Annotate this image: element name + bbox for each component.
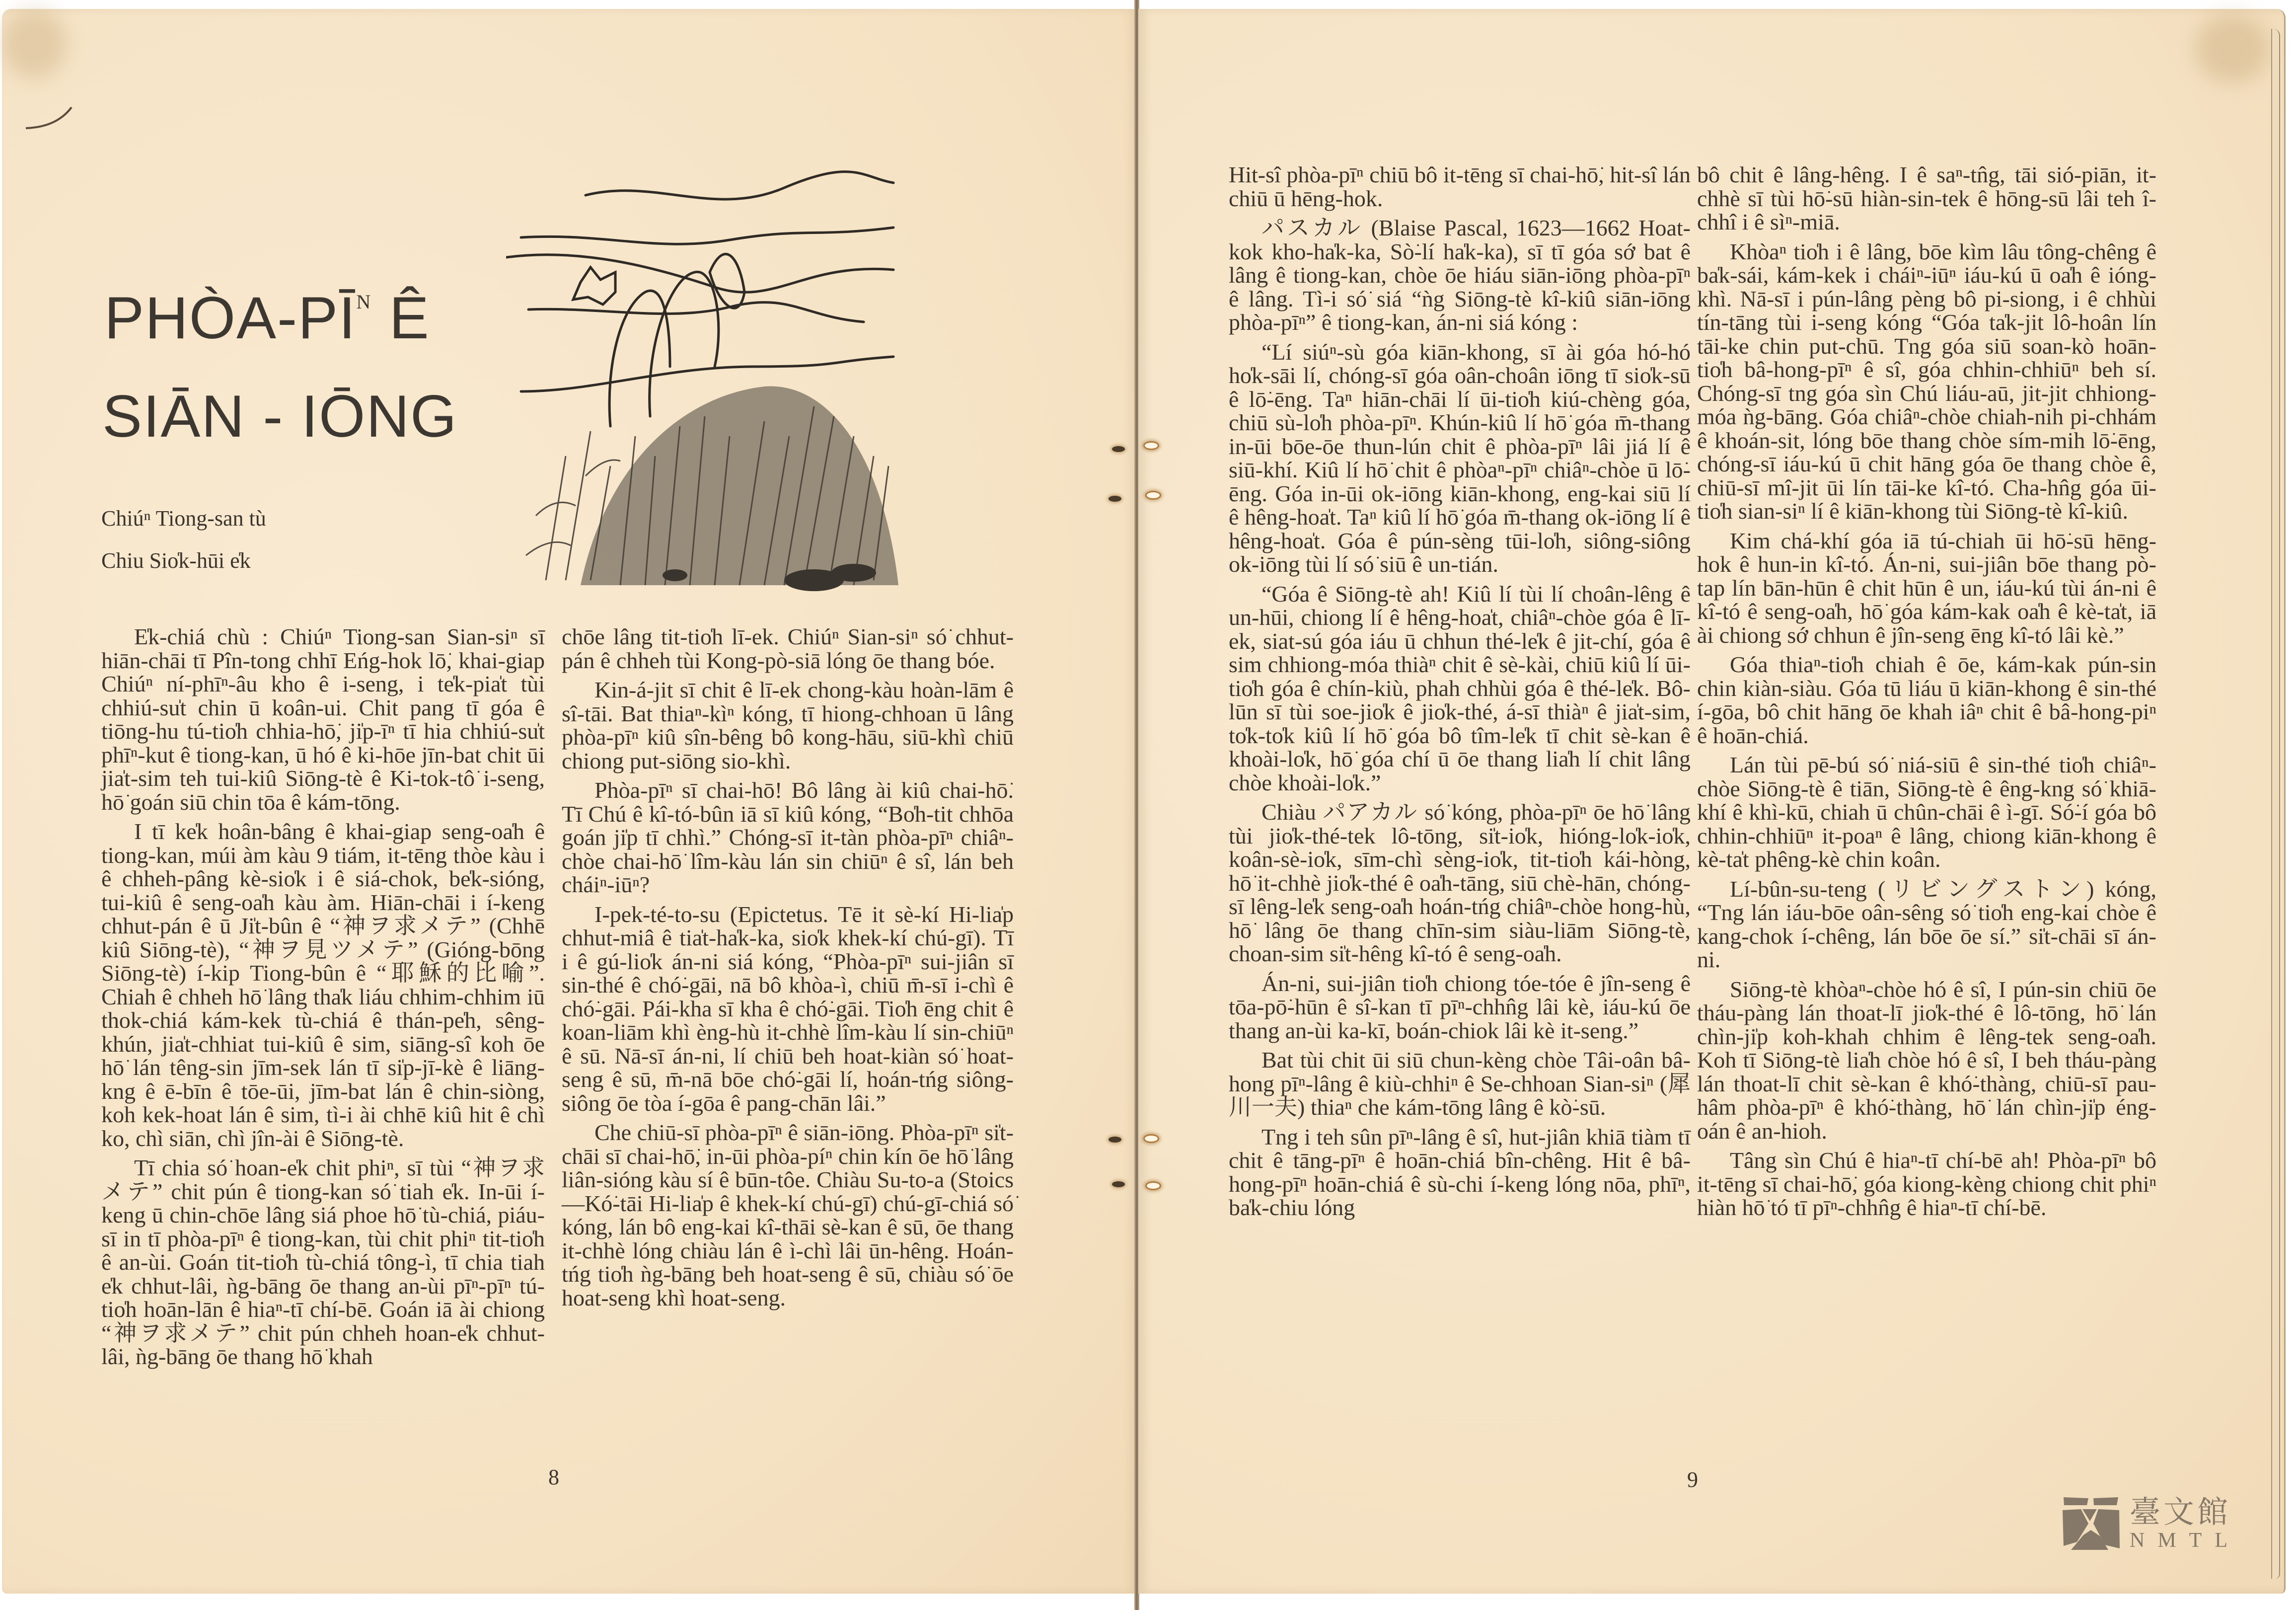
article-title-line2: SIĀN - IŌNG (102, 383, 458, 450)
paragraph: bô chit ê lâng-hêng. I ê saⁿ-tn̂g, tāi sió-piān, it-chhè sī tùi hō͘-sū hiàn-sin-tek ê hōng-sū lâi teh î-chhî i ê sìⁿ-miā. (1697, 162, 2156, 234)
nmtl-logo-icon (2061, 1496, 2121, 1551)
paragraph: Góa thiaⁿ-tio̍h chiah ê ōe, kám-kak pún-sin chin kiàn-siàu. Góa tū liáu ū kiān-khong ê sin-thé í-gōa, bô chit hāng ōe khah iâⁿ chit ê bâ-hong-piⁿ ê hoān-chiá. (1697, 652, 2156, 748)
paragraph: Kim chá-khí góa iā tú-chiah ūi hō͘-sū hēng-hok ê hun-in kî-tó. Án-ni, sui-jiân bōe thang pò-tap lín bān-hūn ê chit hūn ê un, iáu-kú tùi án-ni ê kî-tó ê seng-oa̍h, hō͘ góa kám-kak oa̍h ê kè-ta̍t, iā ài chiong sớ chhun ê jîn-seng ēng kî-tó lâi kè.” (1697, 528, 2156, 648)
staple-hole (1145, 1181, 1161, 1190)
byline-author: Chiúⁿ Tiong-san tù (101, 506, 266, 531)
right-column-2 (1697, 163, 2156, 1226)
staple-hole (1109, 496, 1121, 502)
pencil-mark (22, 103, 76, 133)
staple-hole (1145, 491, 1161, 500)
staple-hole (1143, 1134, 1159, 1143)
sky-line (521, 357, 893, 391)
paragraph: Hit-sî phòa-pīⁿ chiū bô it-tēng sī chai-hō͘, hit-sî lán chiū ū hēng-hok. (1229, 162, 1691, 211)
paragraph: Kin-á-jit sī chit ê lī-ek chong-kàu hoàn-lām ê sî-tāi. Bat thiaⁿ-kìⁿ kóng, tī hiong-chhoan ū lâng phòa-pīⁿ kiû sîn-bêng bô kong-hāu, siū-khì chiū chiong put-siōng sio-khì. (562, 677, 1014, 773)
paragraph: Bat tùi chit ūi siū chun-kèng chòe Tâi-oân bâ-hong pīⁿ-lâng ê kiù-chhiⁿ ê Se-chhoan Sian-siⁿ (犀川一夫) thiaⁿ che kám-tōng lâng ê kò͘-sū. (1229, 1047, 1691, 1120)
page-edge (2271, 29, 2280, 1579)
paragraph: “Góa ê Siōng-tè ah! Kiû lí tùi lí choân-lêng ê un-hūi, chiong lí ê hêng-hoa̍t, chiâⁿ-chòe góa ê lī-ek, siat-sú góa iáu ū chhun thé-le̍k ê jit-chí, góa ê sim chhiong-móa thiàⁿ chit ê sè-kài, chiū kiû lí ūi-tio̍h góa ê chín-kiù, phah chhùi góa ê thé-le̍k. Bô-lūn sī tùi soe-jio̍k ê jio̍k-thé, á-sī thiàⁿ ê jia̍t-sim, to̍k-to̍k kiû lí hō͘ góa bô tîm-le̍k tī chit sè-kan ê khoài-lo̍k, hō͘ góa chí ū ōe thang lia̍h lí chit lâng chòe khoài-lo̍k.” (1229, 581, 1691, 795)
paragraph: Tī chia só͘ hoan-e̍k chit phiⁿ, sī tùi “神ヲ求メテ” chit pún ê tiong-kan só͘ tiah e̍k. In-ūi í-keng ū chin-chōe lâng siá phoe hō͘ tù-chiá, piáu-sī in tī phòa-pīⁿ ê tiong-kan, tùi chit phiⁿ tit-tio̍h ê an-ùi. Goán tit-tio̍h tù-chiá tông-ì, tī chia tiah e̍k chhut-lâi, ǹg-bāng ōe thang an-ùi pīⁿ-pīⁿ tú-tio̍h hoān-lān ê hiaⁿ-tī chí-bē. Goán iā ài chiong “神ヲ求メテ” chit pún chheh hoan-e̍k chhut-lâi, ǹg-bāng ōe thang hō͘ khah (101, 1155, 545, 1369)
paragraph: Chiàu パアカル só͘ kóng, phòa-pīⁿ ōe hō͘ lâng tùi jio̍k-thé-tek lô-tōng, si̍t-io̍k, hióng-lo̍k-io̍k, koân-sè-io̍k, sīm-chì sèng-io̍k, tit-tio̍h kái-hòng, hō͘ it-chhè jio̍k-thé ê oa̍h-tāng, siū chè-hān, chóng-sī lêng-le̍k seng-oa̍h hoán-tńg chiâⁿ-chòe hong-hù, hō͘ lâng ōe thang chīn-sim siàu-liām Siōng-tè, choan-sim si̍t-hêng kî-tó ê seng-oa̍h. (1229, 799, 1691, 966)
byline-translator: Chiu Sio̍k-hūi e̍k (101, 548, 251, 573)
paragraph: “Lí siúⁿ-sù góa kiān-khong, sī ài góa hó-hó ho̍k-sāi lí, chóng-sī góa oân-choân iōng tī sio̍k-sū ê lō͘-ēng. Taⁿ hiān-chāi lí ūi-tio̍h kiú-chèng góa, chiū sù-lo̍h phòa-pīⁿ. Khún-kiû lí hō͘ góa m̄-thang in-ūi bōe-ōe thun-lún chit ê phòa-pīⁿ lâi jiá lí ê siū-khí. Kiû lí hō͘ chit ê phòaⁿ-pīⁿ chiâⁿ-chòe ū lō͘-ēng. Góa in-ūi ok-iōng kiān-khong, eng-kai siū lí ê hêng-hoa̍t. Taⁿ kiû lí hō͘ góa m̄-thang ok-iōng lí ê hêng-hoa̍t. Góa ê pún-sèng tūi-lo̍h, siông-siông ok-iōng tùi lí só͘ siū ê un-tián. (1229, 339, 1691, 577)
paragraph: Tng i teh sûn pīⁿ-lâng ê sî, hut-jiân khiā tiàm tī chit ê tāng-pīⁿ ê hoān-chiá bîn-chêng. Hit ê bâ-hong-pīⁿ hoān-chiá ê sù-chi í-keng lóng nōa, phīⁿ, ba̍k-chiu lóng (1229, 1124, 1691, 1220)
left-page (2, 9, 1136, 1594)
paragraph: Lí-bûn-su-teng (リビングストン) kóng, “Tng lán iáu-bōe oân-sêng só͘ tio̍h eng-kai chòe ê kang-chok í-chêng, lán bōe ōe sí.” si̍t-chāi sī án-ni. (1697, 876, 2156, 972)
flower-stem (650, 272, 719, 416)
sky-line (528, 303, 864, 322)
paragraph: Che chiū-sī phòa-pīⁿ ê siān-iōng. Phòa-pīⁿ si̍t-chāi sī chai-hō͘, in-ūi phòa-píⁿ chin kín ōe hō͘ lâng liân-sióng kàu sí ê būn-tôe. Chiàu Su-to-a (Stoics—Kó͘-tāi Hi-lia̍p ê khek-kí chú-gī) chú-gī-chiá só͘ kóng, lán bô eng-kai kî-thāi sè-kan ê sū, ōe thang it-chhè lóng chiàu lán ê ì-chì lâi ūn-hêng. Hoán-tńg tio̍h ǹg-bāng beh hoat-seng ê sū, chiàu só͘ ōe hoat-seng khì hoat-seng. (562, 1120, 1014, 1310)
article-title-line1: PHÒA-$PĪ^N$ Ê (104, 285, 430, 351)
staple-hole (1112, 446, 1125, 452)
nmtl-watermark (2061, 1495, 2240, 1552)
paragraph: Phòa-pīⁿ sī chai-hō͘! Bô lâng ài kiû chai-hō͘. Tī Chú ê kî-tó-bûn iā sī kiû kóng, “Bo̍h-tit chhōa goán ji̍p tī chhì.” Chóng-sī it-tàn phòa-pīⁿ chiâⁿ-chòe chai-hō͘ lîm-kàu lán sin chiūⁿ ê sî, lán beh cháiⁿ-iūⁿ? (562, 777, 1014, 897)
paragraph: パスカル (Blaise Pascal, 1623—1662 Hoat-kok kho-ha̍k-ka, Sò͘-lí ha̍k-ka), sī tī góa sớ bat ê lâng ê tiong-kan, chòe ōe hiáu siān-iōng phòa-pīⁿ ê lâng. Tì-i só͘ siá “ǹg Siōng-tè kî-kiû siān-iōng phòa-pīⁿ” ê tiong-kan, án-ni siá kóng : (1229, 215, 1691, 335)
right-column-1 (1229, 163, 1691, 1226)
left-column-2 (562, 625, 1014, 1315)
paragraph: Siōng-tè khòaⁿ-chòe hó ê sî, I pún-sin chiū ōe tháu-pàng lán thoat-lī jio̍k-thé ê lô-tōng, hō͘ lán chìn-ji̍p koh-khah chhim ê lêng-tek seng-oa̍h. Koh tī Siōng-tè lia̍h chòe hó ê sî, I beh tháu-pàng lán thoat-lī chit sè-kan ê khó͘-thàng, chiū-sī pau-hâm phòa-pīⁿ ê khó͘-thàng, hō͘ lán chìn-ji̍p éng-oán ê an-hioh. (1697, 976, 2156, 1144)
sky-line (586, 172, 893, 199)
staple-hole (1112, 1181, 1125, 1187)
sky-line (521, 228, 893, 244)
page-number: 9 (1687, 1467, 1698, 1492)
page-number: 8 (548, 1465, 559, 1489)
paragraph: Lán tùi pē-bú só͘ niá-siū ê sin-thé tio̍h chiâⁿ-chòe Siōng-tè ê tiān, Siōng-tè ê êng-kng só͘ khiā-khí ê khì-kū, chiah ū chûn-chāi ê ì-gī. Só͘-í góa bô chhin-chhiūⁿ it-poaⁿ ê lâng, chiong kiān-khong ê kè-ta̍t phêng-kè chin koân. (1697, 752, 2156, 872)
paragraph: Án-ni, sui-jiân tio̍h chiong tóe-tóe ê jîn-seng ê tōa-pō͘-hūn ê sî-kan tī pīⁿ-chhn̂g lâi kè, iáu-kú ōe thang an-ùi ka-kī, boán-chiok lâi kè it-seng.” (1229, 970, 1691, 1043)
water-stain (2195, 14, 2269, 83)
logo-english: NMTL (2130, 1529, 2240, 1552)
right-page (1138, 9, 2286, 1594)
paragraph: I-pek-té-to-su (Epictetus. Tē it sè-kí Hi-lia̍p chhut-miâ ê tia̍t-ha̍k-ka, sio̍k khek-kí chú-gī). Tī i ê gú-lio̍k án-ni siá kóng, “Phòa-pīⁿ sui-jiân sī sin-thé ê chó͘-gāi, nā bô khòa-ì, chiū m̄-sī i-chì ê chó͘-gāi. Pái-kha sī kha ê chó͘-gāi. Tio̍h ēng chit ê koan-liām khì èng-hù it-chhè lîm-kàu lí sin-chiūⁿ ê sū. Nā-sī án-ni, lí chiū beh hoat-kiàn só͘ hoat-seng ê sū, m̄-nā bōe chó͘-gāi lí, hoán-tńg siông-siông ōe tòa í-gōa ê pang-chān lâi.” (562, 901, 1014, 1116)
staple-hole (1109, 1137, 1121, 1143)
paragraph: E̍k-chiá chù : Chiúⁿ Tiong-san Sian-siⁿ sī hiān-chāi tī Pîn-tong chhī Eńg-hok lō͘, khai-giap Chiúⁿ ní-phīⁿ-âu kho ê i-seng, i te̍k-pia̍t tùi chhiú-su̍t chin ū koân-ui. Chit pang tī góa ê tiōng-hu tú-tio̍h chhia-hō͘, ji̍p-īⁿ tī hia chhiú-su̍t phīⁿ-kut ê tiong-kan, ū hó ê ki-hōe jīn-bat chit ūi jia̍t-sim teh tui-kiû Siōng-tè ê Ki-tok-tô͘ i-seng, hō͘ goán siū chin tōa ê kám-tōng. (101, 624, 545, 815)
staple-hole (1143, 441, 1159, 450)
paragraph: Tâng sìn Chú ê hiaⁿ-tī chí-bē ah! Phòa-pīⁿ bô it-tēng sī chai-hō͘, góa kiong-kèng chiong chit phiⁿ hiàn hō͘ tó tī pīⁿ-chhn̂g ê hiaⁿ-tī chí-bē. (1697, 1148, 2156, 1220)
paragraph: chōe lâng tit-tio̍h lī-ek. Chiúⁿ Sian-siⁿ só͘ chhut-pán ê chheh tùi Kong-pò-siā lóng ōe thang bóe. (562, 624, 1014, 673)
flower-head (573, 267, 615, 305)
paragraph: I tī ke̍k hoân-bâng ê khai-giap seng-oa̍h ê tiong-kan, múi àm kàu 9 tiám, it-tēng thòe kàu i ê chheh-pâng kè-sio̍k i ê siá-chok, be̍k-sióng, tui-kiû ê seng-oa̍h kàu àm. Hiān-chāi i í-keng chhut-pán ê ū Ji̍t-bûn ê “神ヲ求メテ” (Chhē kiû Siōng-tè), “神ヲ見ツメテ” (Gióng-bōng Siōng-tè) í-kip Tiong-bûn ê “耶穌的比喻”. Chiah ê chheh hō͘ lâng tha̍k liáu chhim-chhim iū thok-chiá kám-kek tù-chiá ê thán-pe̍h, sêng-khún, jia̍t-chhiat tui-kiû ê sim, siāng-sî koh ōe hō͘ lán têng-sin jīm-sek lán tī si̍p-jī-kè ê liāng-kng ê ē-bīn ê tōe-ūi, jīm-bat lán ê chin-siòng, koh kek-hoat lán ê sim, tì-i ài chhē kiû hit ê chì ko, chì siān, chì jîn-ài ê Siōng-tè. (101, 819, 545, 1151)
grass-and-flowers-sketch (506, 158, 1003, 595)
logo-chinese: 臺文館 (2130, 1494, 2231, 1530)
water-stain (2, 9, 67, 78)
paragraph: Khòaⁿ tio̍h i ê lâng, bōe kìm lâu tông-chêng ê ba̍k-sái, kám-kek i cháiⁿ-iūⁿ iáu-kú ū oa̍h ê ióng-khì. Nā-sī i pún-lâng pèng bô pi-siong, i ê chhùi tín-tāng tùi i-seng kóng “Góa ta̍k-jit lô-hoân lín tāi-ke chin put-chū. Tng góa siū soan-kò hoān-tio̍h bâ-hong-pīⁿ ê sî, góa chhin-chhiūⁿ beh sí. Chóng-sī tng góa sìn Chú liáu-aū, jit-jit chhiong-móa ǹg-bāng. Góa chiâⁿ-chòe chiah-nih pi-chhám ê khoán-sit, lóng bōe thang chòe sím-mih lō͘-ēng, chóng-sī iáu-kú ū chit hāng góa ōe thang chòe ê, chiū-sī mî-jit ūi lín tāi-ke kî-tó. Cha-hn̂g góa ūi-tio̍h sian-siⁿ lí ê kiān-khong tùi Siōng-tè kî-kiû. (1697, 238, 2156, 524)
left-column-1 (101, 625, 545, 1375)
